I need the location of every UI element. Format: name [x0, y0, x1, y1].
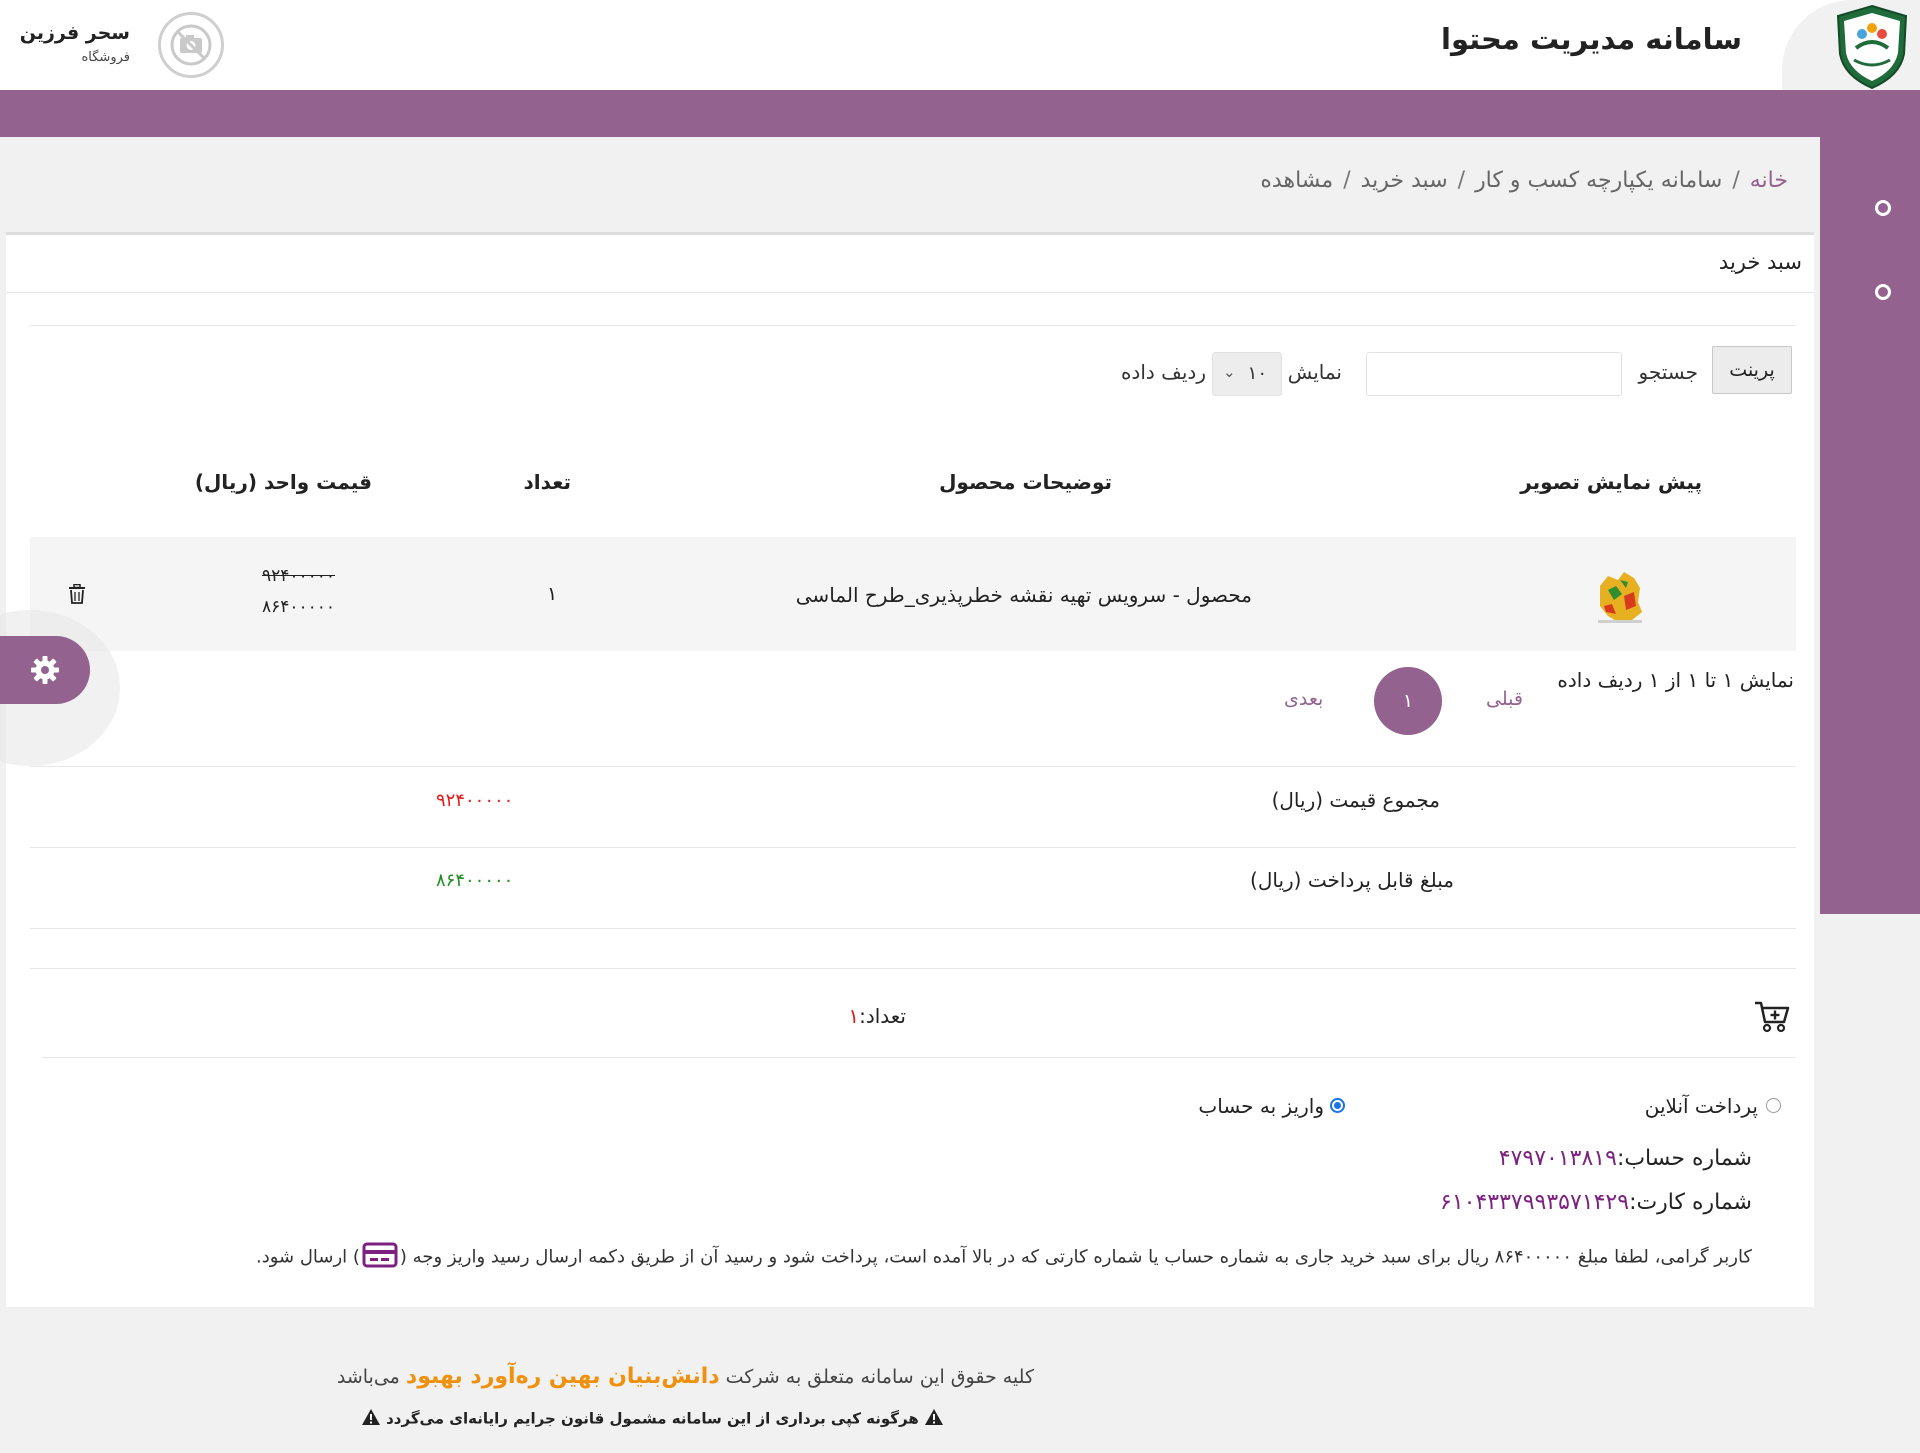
pagination-info: نمایش ۱ تا ۱ از ۱ ردیف داده: [1557, 668, 1794, 692]
rows-per-page-select[interactable]: [1212, 352, 1282, 396]
breadcrumb-separator: /: [1457, 168, 1466, 193]
warning-icon: [361, 1408, 381, 1430]
cart-count-label: تعداد:: [859, 1004, 906, 1028]
footer-text: کلیه حقوق این سامانه متعلق به شرکت: [719, 1366, 1034, 1388]
account-number-label: شماره حساب:: [1616, 1146, 1752, 1171]
pagination-current-page[interactable]: ۱: [1374, 667, 1442, 735]
breadcrumb-item[interactable]: سامانه یکپارچه کسب و کار: [1475, 168, 1723, 193]
breadcrumb-separator: /: [1732, 168, 1740, 193]
breadcrumb: [1260, 168, 1788, 193]
pagination-next[interactable]: بعدی: [1284, 688, 1324, 710]
app-logo[interactable]: [1834, 4, 1910, 90]
breadcrumb-home[interactable]: خانه: [1749, 168, 1788, 193]
bank-transfer-radio[interactable]: [1330, 1098, 1345, 1113]
divider: [30, 325, 1796, 326]
side-menu: [1820, 90, 1920, 914]
card-number-line: [1440, 1190, 1752, 1215]
print-button[interactable]: پرینت: [1712, 346, 1792, 394]
page-title: سبد خرید: [1718, 250, 1802, 274]
new-price: ۸۶۴۰۰۰۰۰: [262, 597, 336, 617]
divider: [6, 292, 1814, 293]
breadcrumb-item[interactable]: سبد خرید: [1360, 168, 1448, 193]
user-avatar[interactable]: [158, 12, 224, 78]
total-price-value: ۹۲۴۰۰۰۰۰: [436, 790, 514, 811]
product-quantity: ۱: [547, 583, 558, 605]
user-role: فروشگاه: [81, 50, 130, 65]
show-label: نمایش: [1287, 360, 1342, 384]
send-receipt-icon[interactable]: [362, 1242, 398, 1273]
divider: [30, 968, 1796, 969]
user-name: سحر فرزین: [19, 22, 130, 44]
warning-icon: [924, 1408, 944, 1430]
breadcrumb-item: مشاهده: [1260, 168, 1334, 193]
cart-count-value: ۱: [848, 1004, 860, 1028]
search-input[interactable]: [1366, 352, 1622, 396]
product-description: محصول - سرویس تهیه نقشه خطرپذیری_طرح الماسی: [795, 583, 1252, 607]
side-menu-item[interactable]: [1875, 200, 1891, 216]
account-number-line: [1499, 1146, 1752, 1171]
toolbar: [0, 90, 1820, 137]
app-title: سامانه مدیریت محتوا: [1441, 22, 1742, 56]
bank-transfer-label[interactable]: واریز به حساب: [1198, 1094, 1324, 1118]
online-payment-radio[interactable]: [1766, 1098, 1781, 1113]
cart-count: [848, 1004, 906, 1028]
card-number-label: شماره کارت:: [1629, 1190, 1752, 1215]
gear-icon: [30, 655, 60, 685]
payment-notice-text-end: ) ارسال شود.: [256, 1246, 360, 1268]
divider: [30, 847, 1796, 848]
card-number-value: ۶۱۰۴۳۳۷۹۹۳۵۷۱۴۲۹: [1440, 1190, 1630, 1215]
column-header-image[interactable]: پیش نمایش تصویر: [1520, 470, 1702, 494]
breadcrumb-separator: /: [1343, 168, 1351, 193]
footer-warning-text: هرگونه کپی برداری از این سامانه مشمول قانون جرایم رایانه‌ای می‌گردد: [386, 1409, 919, 1428]
payable-amount-label: مبلغ قابل پرداخت (ریال): [1250, 868, 1454, 892]
column-header-description[interactable]: توضیحات محصول: [939, 470, 1112, 494]
no-photo-icon: [169, 23, 213, 67]
product-image[interactable]: [1594, 566, 1646, 626]
footer-company-link[interactable]: دانش‌بنیان بهین ره‌آورد بهبود: [405, 1364, 720, 1389]
online-payment-label[interactable]: پرداخت آنلاین: [1644, 1094, 1758, 1118]
rows-label: ردیف داده: [1120, 360, 1206, 384]
chevron-down-icon: ⌄: [1223, 363, 1236, 381]
payment-notice-text: کاربر گرامی، لطفا مبلغ ۸۶۴۰۰۰۰۰ ریال برای سبد خرید جاری به شماره حساب یا شماره کارتی که در بالا آمده است، پرداخت شود و رسید آن از طریق دکمه ارسال رسید واریز وجه (: [399, 1246, 1752, 1268]
search-label: جستجو: [1638, 360, 1698, 384]
pagination-previous[interactable]: قبلی: [1486, 688, 1523, 710]
side-menu-item[interactable]: [1875, 284, 1891, 300]
column-header-quantity[interactable]: تعداد: [523, 470, 571, 494]
account-number-value: ۴۷۹۷۰۱۳۸۱۹: [1498, 1146, 1617, 1171]
old-price: ۹۲۴۰۰۰۰۰: [262, 566, 336, 586]
payment-notice: [256, 1242, 1752, 1273]
trash-icon[interactable]: [68, 584, 86, 608]
footer-copyright: [337, 1364, 1034, 1389]
divider: [30, 928, 1796, 929]
total-price-label: مجموع قیمت (ریال): [1271, 788, 1440, 812]
footer-warning: [361, 1408, 944, 1430]
divider: [42, 1057, 1796, 1058]
settings-button[interactable]: [0, 636, 90, 704]
payable-amount-value: ۸۶۴۰۰۰۰۰: [436, 870, 514, 891]
cart-add-icon[interactable]: [1754, 1000, 1790, 1038]
divider: [30, 766, 1796, 767]
footer-text-end: می‌باشد: [336, 1366, 406, 1388]
rows-per-page-value: ۱۰: [1247, 363, 1267, 384]
column-header-unit-price[interactable]: قیمت واحد (ریال): [194, 470, 372, 494]
